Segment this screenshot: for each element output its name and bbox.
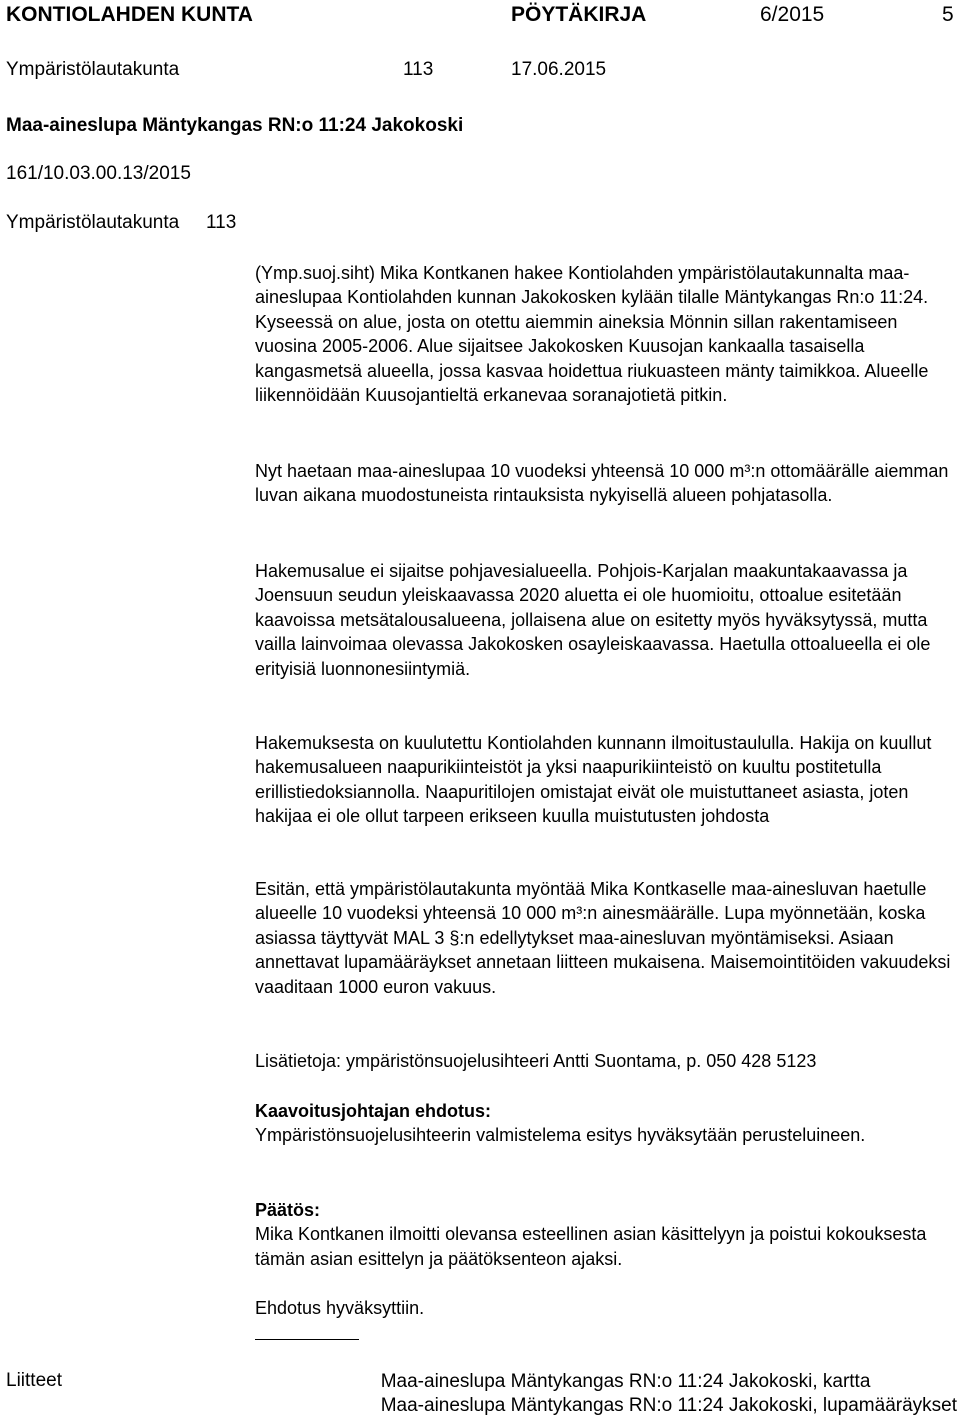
attachments-list (381, 1370, 957, 1418)
proposal-text: Ympäristönsuojelusihteerin valmistelema esitys hyväksytään perusteluineen. (255, 1125, 866, 1146)
paragraph-request (255, 459, 955, 508)
paragraph-text: Nyt haetaan maa-aineslupaa 10 vuodeksi yhteensä 10 000 m³:n ottomäärälle aiemman luvan aikana muodostuneista rintauksista nykyisellä alueen pohjatasolla. (255, 461, 949, 506)
attachments-label: Liitteet (6, 1370, 62, 1391)
meta-date: 17.06.2015 (511, 59, 607, 80)
decision-text: Mika Kontkanen ilmoitti olevansa esteellinen asian käsittelyyn ja poistui kokouksesta tämän asian esittelyn ja päätöksenteon ajaksi. (255, 1224, 927, 1269)
decision-result (255, 1296, 955, 1320)
meta-body: Ympäristölautakunta (6, 59, 180, 80)
doc-number: 6/2015 (760, 3, 825, 26)
page-number: 5 (942, 3, 954, 26)
paragraph-text: (Ymp.suoj.siht) Mika Kontkanen hakee Kontiolahden ympäristölautakunnalta maa-aineslupaa Kontiolahden kunnan Jakokosken kylään tilalle Mäntykangas Rn:o 11:24. Kyseessä on alue, josta on otettu aiemmin aineksia Mönnin sillan rakentamiseen vuosina 2005-2006. Alue sijaitsee Jakokosken Kuusojan kankaalla tasaisella kangasmetsä alueella, jossa kasvaa hoidettua riukuasteen mänty taimikkoa. Alueelle liikennöidään Kuusojantieltä erkanevaa soranajotietä pitkin. (255, 263, 929, 406)
page-title: Maa-aineslupa Mäntykangas RN:o 11:24 Jakokoski (6, 115, 464, 136)
meta-section: 113 (403, 59, 434, 80)
paragraph-zoning (255, 559, 955, 681)
committee-body: Ympäristölautakunta (6, 212, 180, 233)
paragraph-text: Lisätietoja: ympäristönsuojelusihteeri Antti Suontama, p. 050 428 5123 (255, 1051, 817, 1071)
decision-section (255, 1198, 955, 1271)
paragraph-notice (255, 731, 955, 829)
case-number: 161/10.03.00.13/2015 (6, 163, 191, 184)
attachment-item[interactable]: Maa-aineslupa Mäntykangas RN:o 11:24 Jakokoski, kartta (380, 1371, 871, 1392)
proposal-section (255, 1099, 955, 1148)
proposal-heading: Kaavoitusjohtajan ehdotus: (255, 1101, 492, 1121)
committee-section: 113 (206, 212, 237, 233)
paragraph-proposal-text (255, 877, 955, 999)
paragraph-text: Hakemuksesta on kuulutettu Kontiolahden kunnann ilmoitustaululla. Hakija on kuullut hakemusalueen naapurikiinteistöt ja yksi naapurikiinteistö on kuultu postitetulla erillistiedoksiannolla. Naapuritilojen omistajat eivät ole muistuttaneet asiasta, joten hakijaa ei ole ollut tarpeen erikseen kuulla muistutusten johdosta (255, 733, 932, 827)
decision-heading: Päätös: (255, 1200, 321, 1220)
decision-result-text: Ehdotus hyväksyttiin. (255, 1298, 425, 1318)
doc-type: PÖYTÄKIRJA (511, 3, 647, 26)
paragraph-text: Hakemusalue ei sijaitse pohjavesialueella. Pohjois-Karjalan maakuntakaavassa ja Joensuun seudun yleiskaavassa 2020 aluetta ei ole huomioitu, ottoalue esitetään kaavoissa metsätalousalueena, jollaisena alue on esitetty myös hyväksytyssä, mutta vailla lainvoimaa olevassa Jakokosken osayleiskaavassa. Haetulla ottoalueella ei ole erityisiä luonnonesiintymiä. (255, 561, 931, 679)
paragraph-application (255, 261, 955, 407)
separator-line (255, 1339, 359, 1340)
attachment-item[interactable]: Maa-aineslupa Mäntykangas RN:o 11:24 Jakokoski, lupamääräykset (380, 1395, 957, 1416)
paragraph-contact (255, 1049, 955, 1073)
paragraph-text: Esitän, että ympäristölautakunta myöntää Mika Kontkaselle maa-ainesluvan haetulle alueelle 10 vuodeksi yhteensä 10 000 m³:n ainesmäärälle. Lupa myönnetään, koska asiassa täyttyvät MAL 3 §:n edellytykset maa-ainesluvan myöntämiseksi. Asiaan annettavat lupamääräykset annetaan liitteen mukaisena. Maisemointitöiden vakuudeksi vaaditaan 1000 euron vakuus. (255, 879, 951, 997)
org-name: KONTIOLAHDEN KUNTA (6, 3, 253, 26)
